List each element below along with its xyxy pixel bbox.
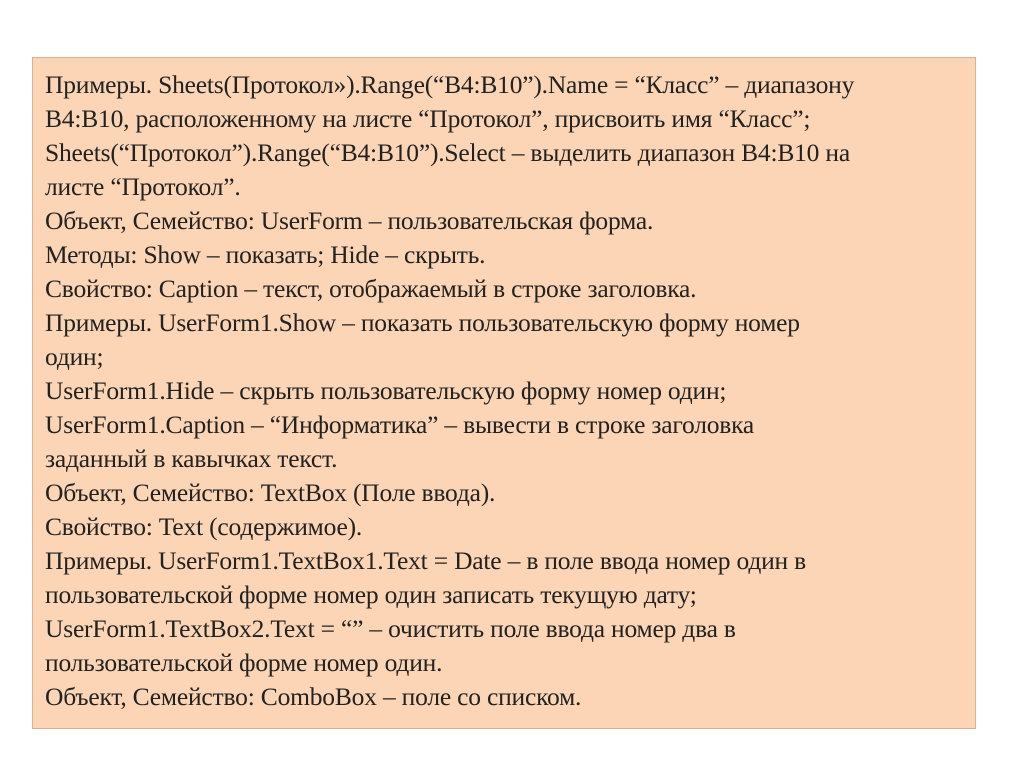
text-line: Объект, Семейство: UserForm – пользовательская форма. — [45, 206, 654, 235]
text-line: Объект, Семейство: TextBox (Поле ввода). — [45, 478, 496, 507]
text-line: Объект, Семейство: ComboBox – поле со списком. — [45, 682, 582, 711]
text-line: Методы: Show – показать; Hide – скрыть. — [45, 240, 486, 269]
text-line: Примеры. UserForm1.TextBox1.Text = Date – в поле ввода номер один в — [45, 546, 807, 575]
slide-text-box — [32, 57, 976, 729]
text-block — [45, 68, 973, 714]
text-line: Примеры. Sheets(Протокол»).Range(“B4:B10”).Name = “Класс” – диапазону — [45, 70, 855, 99]
text-line: Примеры. UserForm1.Show – показать пользовательскую форму номер — [45, 308, 800, 337]
text-line: B4:B10, расположенному на листе “Протокол”, присвоить имя “Класс”; — [45, 104, 811, 133]
text-line: один; — [45, 342, 104, 371]
text-line: листе “Протокол”. — [45, 172, 241, 201]
text-line: пользовательской форме номер один записать текущую дату; — [45, 580, 697, 609]
text-line: UserForm1.TextBox2.Text = “” – очистить поле ввода номер два в — [45, 614, 736, 643]
text-line: пользовательской форме номер один. — [45, 648, 443, 677]
text-line: Свойство: Text (содержимое). — [45, 512, 363, 541]
text-line: UserForm1.Caption – “Информатика” – вывести в строке заголовка — [45, 410, 755, 439]
text-line: Sheets(“Протокол”).Range(“B4:B10”).Select – выделить диапазон B4:B10 на — [45, 138, 850, 167]
text-line: UserForm1.Hide – скрыть пользовательскую форму номер один; — [45, 376, 727, 405]
text-line: Свойство: Caption – текст, отображаемый в строке заголовка. — [45, 274, 697, 303]
text-line: заданный в кавычках текст. — [45, 444, 338, 473]
